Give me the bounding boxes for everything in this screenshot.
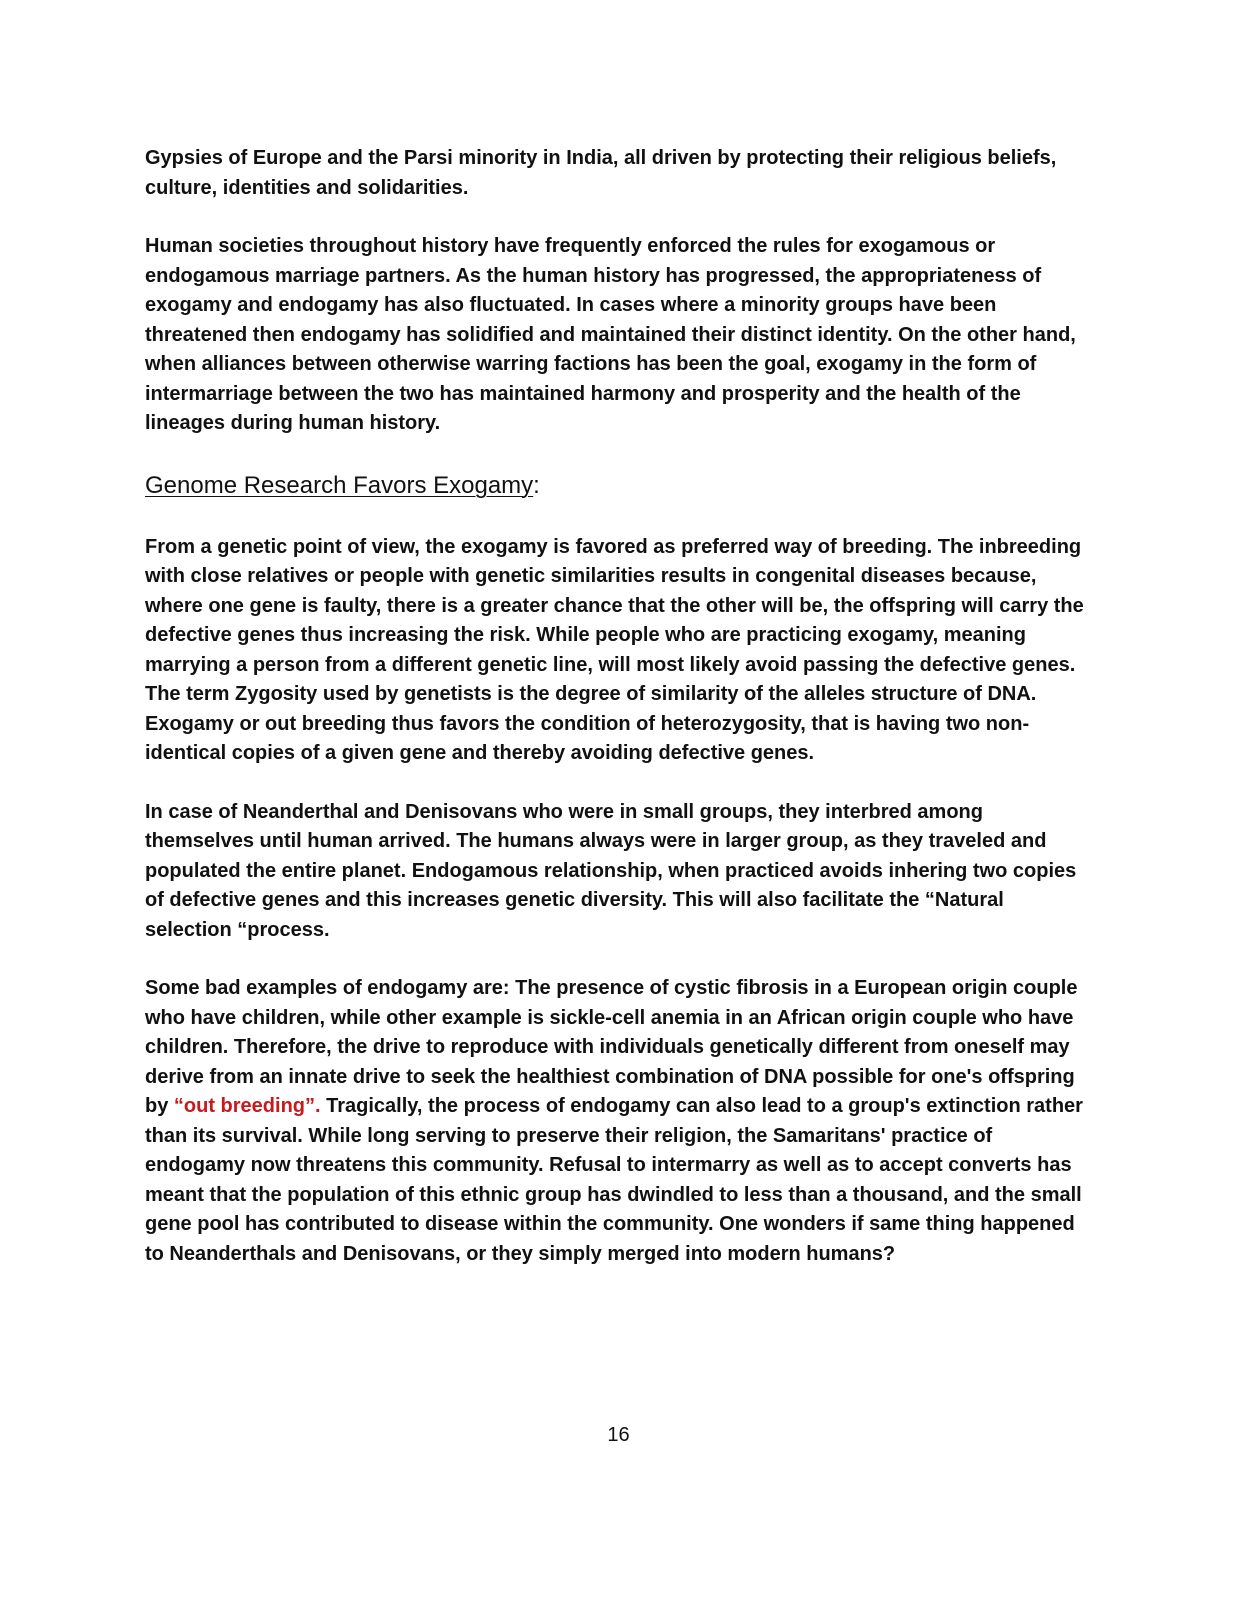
page-number: 16 (607, 1424, 630, 1446)
out-breeding-highlight: “out breeding”. (173, 1095, 321, 1117)
section-heading-colon: : (533, 471, 540, 499)
paragraph-gypsies-parsi: Gypsies of Europe and the Parsi minority in India, all driven by protecting their religious beliefs, culture, identities and solidarities. (145, 147, 1057, 199)
paragraph-bad-examples-start: Some bad examples of endogamy are: The presence of cystic fibrosis in a European origin couple who have children, while other example is sickle-cell anemia in an African origin couple who have children. Therefore, the drive to reproduce with individuals genetically different from oneself may derive from an innate drive to seek the healthiest combination of DNA possible for one's offspring by (145, 977, 1078, 1117)
page-content (145, 144, 1095, 1298)
paragraph-neanderthal-denisovans: In case of Neanderthal and Denisovans who were in small groups, they interbred among themselves until human arrived. The humans always were in larger group, as they traveled and populated the entire planet. Endogamous relationship, when practiced avoids inhering two copies of defective genes and this increases genetic diversity. This will also facilitate the “Natural selection “process. (145, 800, 1077, 941)
paragraph-marriage-rules: Human societies throughout history have frequently enforced the rules for exogamous or endogamous marriage partners. As the human history has progressed, the appropriateness of exogamy and endogamy has also fluctuated. In cases where a minority groups have been threatened then endogamy has solidified and maintained their distinct identity. On the other hand, when alliances between otherwise warring factions has been the goal, exogamy in the form of intermarriage between the two has maintained harmony and prosperity and the health of the lineages during human history. (145, 235, 1076, 434)
section-heading-text: Genome Research Favors Exogamy (145, 471, 534, 499)
paragraph-genetic-view: From a genetic point of view, the exogamy is favored as preferred way of breeding. The inbreeding with close relatives or people with genetic similarities results in congenital diseases because, where one gene is faulty, there is a greater chance that the other will be, the offspring will carry the defective genes thus increasing the risk. While people who are practicing exogamy, meaning marrying a person from a different genetic line, will most likely avoid passing the defective genes. The term Zygosity used by genetists is the degree of similarity of the alleles structure of DNA. Exogamy or out breeding thus favors the condition of heterozygosity, that is having two non-identical copies of a given gene and thereby avoiding defective genes. (145, 535, 1084, 764)
paragraph-bad-examples (145, 974, 1095, 1269)
section-heading (145, 468, 1095, 504)
paragraph-bad-examples-end: Tragically, the process of endogamy can also lead to a group's extinction rather than its survival. While long serving to preserve their religion, the Samaritans' practice of endogamy now threatens this community. Refusal to intermarry as well as to accept converts has meant that the population of this ethnic group has dwindled to less than a thousand, and the small gene pool has contributed to disease within the community. One wonders if same thing happened to Neanderthals and Denisovans, or they simply merged into modern humans? (145, 1095, 1083, 1265)
